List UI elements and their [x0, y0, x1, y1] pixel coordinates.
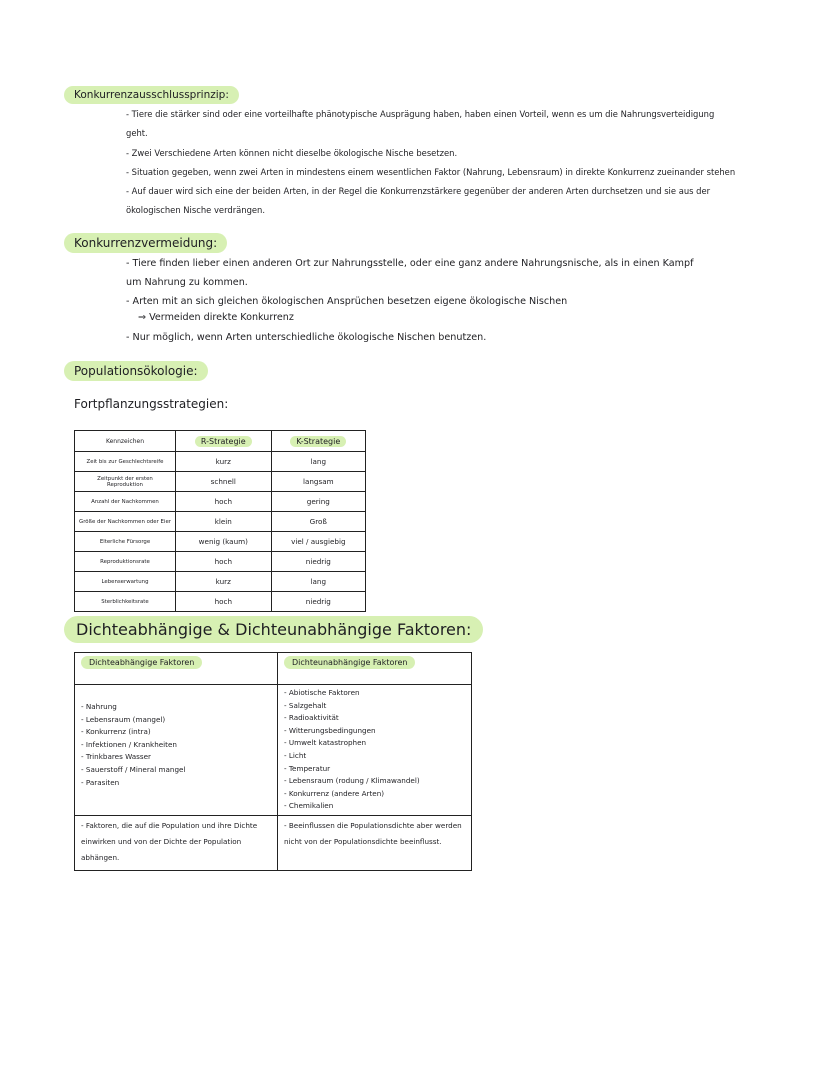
column-header	[278, 653, 472, 685]
table-header-row	[75, 431, 366, 452]
list-item: - Temperatur	[284, 763, 331, 773]
independent-factors-cell	[278, 685, 472, 816]
table-cell: niedrig	[271, 592, 365, 612]
list-item: - Infektionen / Krankheiten	[81, 739, 177, 749]
column-header	[75, 653, 278, 685]
dependent-factors-cell	[75, 685, 278, 816]
dependent-description: - Faktoren, die auf die Population und ihre Dichte einwirken und von der Dichte der Population abhängen.	[75, 815, 278, 870]
list-item: - Umwelt katastrophen	[284, 738, 367, 748]
list-item: - Sauerstoff / Mineral mangel	[81, 764, 186, 774]
list-item: - Trinkbares Wasser	[81, 752, 152, 762]
table-cell: Elterliche Fürsorge	[75, 532, 176, 552]
table-cell: gering	[271, 492, 365, 512]
table-cell: viel / ausgiebig	[271, 532, 365, 552]
list-item: - Lebensraum (rodung / Klimawandel)	[284, 776, 420, 786]
note-line: - Situation gegeben, wenn zwei Arten in mindestens einem wesentlichen Faktor (Nahrung, Lebensraum) in direkte Konkurrenz zueinander stehen	[126, 167, 736, 177]
column-header: Kennzeichen	[75, 431, 176, 452]
table-row	[75, 472, 366, 492]
list-item: - Chemikalien	[284, 801, 334, 811]
subheading-fortpflanzungsstrategien: Fortpflanzungsstrategien:	[74, 397, 229, 411]
table-cell: wenig (kaum)	[176, 532, 272, 552]
table-cell: Zeitpunkt der ersten Reproduktion	[75, 472, 176, 492]
strategy-table	[74, 430, 366, 612]
table-cell: niedrig	[271, 552, 365, 572]
note-line: - Auf dauer wird sich eine der beiden Arten, in der Regel die Konkurrenzstärkere gegenüber der anderen Arten durchsetzen und sie aus der ökologischen Nische verdrängen.	[126, 186, 711, 215]
table-row	[75, 815, 472, 870]
table-row	[75, 572, 366, 592]
table-row	[75, 512, 366, 532]
table-cell: schnell	[176, 472, 272, 492]
list-item: - Konkurrenz (andere Arten)	[284, 788, 385, 798]
list-item: - Parasiten	[81, 777, 120, 787]
table-cell: lang	[271, 572, 365, 592]
table-row	[75, 552, 366, 572]
list-item: - Lebensraum (mangel)	[81, 714, 166, 724]
table-cell: kurz	[176, 572, 272, 592]
list-item: - Licht	[284, 750, 307, 760]
table-cell: Sterblichkeitsrate	[75, 592, 176, 612]
table-cell: Lebenserwartung	[75, 572, 176, 592]
heading-populationsoekologie: Populationsökologie:	[64, 361, 208, 381]
table-cell: Reproduktionsrate	[75, 552, 176, 572]
table-cell: lang	[271, 452, 365, 472]
table-row	[75, 452, 366, 472]
table-cell: langsam	[271, 472, 365, 492]
factors-table	[74, 652, 472, 871]
note-line: - Tiere finden lieber einen anderen Ort zur Nahrungsstelle, oder eine ganz andere Nahrungsnische, als in einen Kampf um Nahrung zu kommen.	[126, 258, 694, 288]
table-cell: hoch	[176, 592, 272, 612]
table-header-row	[75, 653, 472, 685]
dependent-factors-list	[81, 701, 271, 789]
column-header-label: Dichteabhängige Faktoren	[81, 656, 202, 669]
heading-dichte-faktoren: Dichteabhängige & Dichteunabhängige Faktoren:	[64, 616, 483, 643]
table-cell: hoch	[176, 492, 272, 512]
heading-konkurrenzvermeidung: Konkurrenzvermeidung:	[64, 233, 227, 253]
note-line: - Zwei Verschiedene Arten können nicht dieselbe ökologische Nische besetzen.	[126, 148, 458, 158]
heading-konkurrenzausschlussprinzip: Konkurrenzausschlussprinzip:	[64, 86, 239, 104]
table-row	[75, 592, 366, 612]
table-cell: kurz	[176, 452, 272, 472]
table-cell: klein	[176, 512, 272, 532]
independent-factors-list	[284, 687, 465, 813]
column-header	[271, 431, 365, 452]
list-item: - Konkurrenz (intra)	[81, 727, 151, 737]
column-header-label: K-Strategie	[290, 436, 346, 447]
table-row	[75, 492, 366, 512]
table-cell: Zeit bis zur Geschlechtsreife	[75, 452, 176, 472]
independent-description: - Beeinflussen die Populationsdichte aber werden nicht von der Populationsdichte beeinflusst.	[278, 815, 472, 870]
table-cell: Größe der Nachkommen oder Eier	[75, 512, 176, 532]
table-cell: Groß	[271, 512, 365, 532]
list-item: - Radioaktivität	[284, 713, 339, 723]
table-cell: hoch	[176, 552, 272, 572]
note-line: ⇒ Vermeiden direkte Konkurrenz	[138, 312, 294, 323]
column-header	[176, 431, 272, 452]
table-row	[75, 532, 366, 552]
table-row	[75, 685, 472, 816]
list-item: - Abiotische Faktoren	[284, 688, 360, 697]
list-item: - Salzgehalt	[284, 700, 327, 710]
list-item: - Witterungsbedingungen	[284, 725, 376, 735]
table-cell: Anzahl der Nachkommen	[75, 492, 176, 512]
list-item: - Nahrung	[81, 702, 117, 711]
column-header-label: Dichteunabhängige Faktoren	[284, 656, 415, 669]
note-line: - Arten mit an sich gleichen ökologischen Ansprüchen besetzen eigene ökologische Nischen	[126, 296, 568, 307]
column-header-label: R-Strategie	[195, 436, 252, 447]
note-line: - Nur möglich, wenn Arten unterschiedliche ökologische Nischen benutzen.	[126, 332, 487, 343]
note-line: - Tiere die stärker sind oder eine vorteilhafte phänotypische Ausprägung haben, haben einen Vorteil, wenn es um die Nahrungsverteidigung geht.	[126, 109, 715, 138]
